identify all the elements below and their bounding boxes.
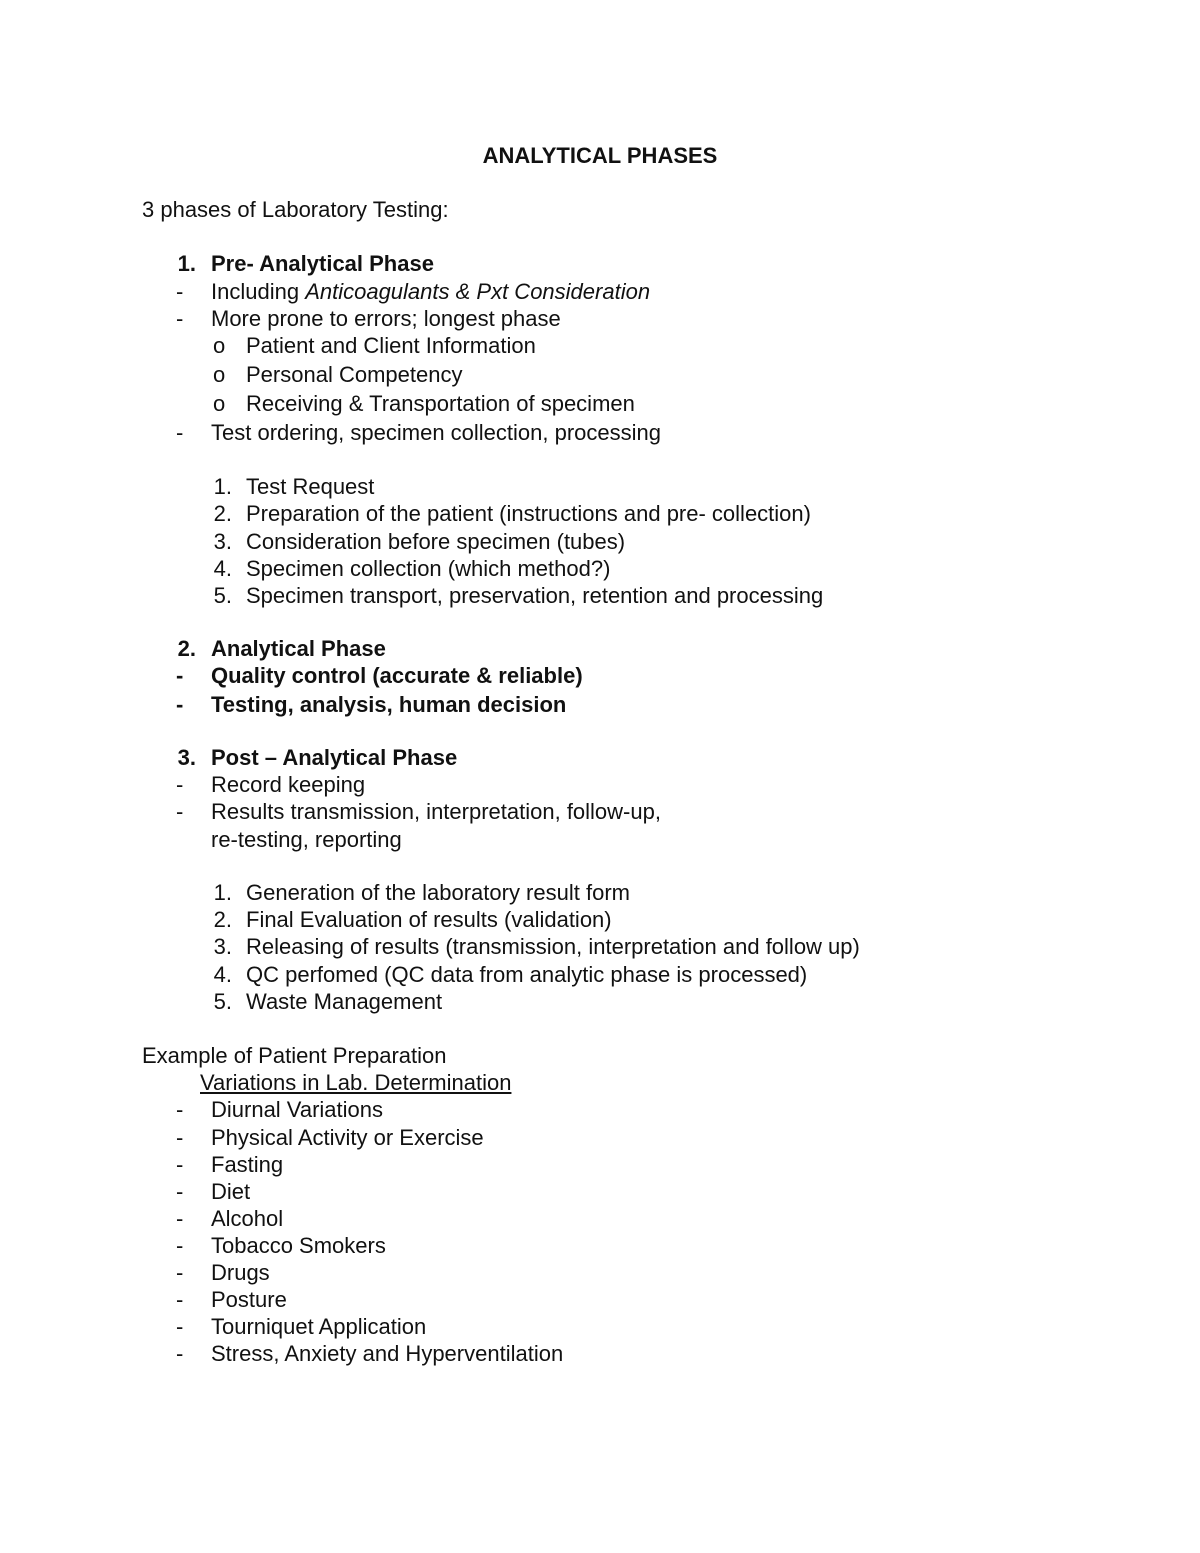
- bullet-dash: -: [176, 799, 184, 824]
- bullet-dash: -: [176, 306, 184, 331]
- phase3-step: Waste Management: [246, 989, 443, 1014]
- phase1-bullet-1-italic: Anticoagulants & Pxt Consideration: [305, 279, 651, 304]
- phase3-step: Final Evaluation of results (validation): [246, 907, 612, 932]
- phase3-bullet-1: Record keeping: [211, 772, 366, 797]
- intro-text: 3 phases of Laboratory Testing:: [142, 197, 449, 222]
- step-number: 2.: [213, 501, 232, 526]
- bullet-dash: -: [176, 1152, 184, 1177]
- phase1-step: Specimen collection (which method?): [246, 556, 611, 581]
- bullet-dash: -: [176, 1314, 184, 1339]
- step-number: 4.: [213, 556, 232, 581]
- phase1-step: Test Request: [246, 474, 375, 499]
- phase1-bullet-1: [211, 279, 650, 305]
- example-item: Stress, Anxiety and Hyperventilation: [211, 1341, 564, 1366]
- phase3-bullet-2-line2: re-testing, reporting: [211, 827, 402, 852]
- sub-bullet: o: [213, 391, 226, 416]
- step-number: 5.: [213, 583, 232, 608]
- step-number: 3.: [213, 934, 232, 959]
- phase3-bullet-2-line1: Results transmission, interpretation, follow-up,: [211, 799, 661, 824]
- step-number: 1.: [213, 880, 232, 905]
- step-number: 5.: [213, 989, 232, 1014]
- phase1-subitem: Receiving & Transportation of specimen: [246, 391, 635, 416]
- phase2-bullet-2: Testing, analysis, human decision: [211, 692, 567, 717]
- phase2-number: 2.: [177, 636, 196, 661]
- bullet-dash: -: [176, 772, 184, 797]
- phase3-step: QC perfomed (QC data from analytic phase is processed): [246, 962, 808, 987]
- bullet-dash: -: [176, 1341, 184, 1366]
- example-item: Diet: [211, 1179, 251, 1204]
- example-item: Tourniquet Application: [211, 1314, 427, 1339]
- phase1-bullet-2: More prone to errors; longest phase: [211, 306, 561, 331]
- bullet-dash: -: [176, 692, 184, 717]
- bullet-dash: -: [176, 1125, 184, 1150]
- bullet-dash: -: [176, 1233, 184, 1258]
- example-heading: Example of Patient Preparation: [142, 1043, 447, 1068]
- bullet-dash: -: [176, 279, 184, 304]
- phase1-bullet-3: Test ordering, specimen collection, processing: [211, 420, 662, 445]
- phase3-step: Releasing of results (transmission, interpretation and follow up): [246, 934, 860, 959]
- phase3-heading: Post – Analytical Phase: [211, 745, 458, 770]
- phase1-subitem: Patient and Client Information: [246, 333, 536, 358]
- sub-bullet: o: [213, 362, 226, 387]
- bullet-dash: -: [176, 1206, 184, 1231]
- phase3-number: 3.: [177, 745, 196, 770]
- phase2-bullet-1: Quality control (accurate & reliable): [211, 663, 583, 688]
- step-number: 3.: [213, 529, 232, 554]
- phase3-step: Generation of the laboratory result form: [246, 880, 630, 905]
- phase1-step: Consideration before specimen (tubes): [246, 529, 626, 554]
- bullet-dash: -: [176, 663, 184, 688]
- bullet-dash: -: [176, 1179, 184, 1204]
- example-item: Alcohol: [211, 1206, 284, 1231]
- step-number: 4.: [213, 962, 232, 987]
- step-number: 1.: [213, 474, 232, 499]
- example-subheading: Variations in Lab. Determination: [200, 1070, 512, 1095]
- phase2-heading: Analytical Phase: [211, 636, 386, 661]
- example-item: Drugs: [211, 1260, 270, 1285]
- example-item: Physical Activity or Exercise: [211, 1125, 484, 1150]
- page-title: ANALYTICAL PHASES: [482, 143, 718, 168]
- bullet-dash: -: [176, 1287, 184, 1312]
- phase1-heading: Pre- Analytical Phase: [211, 251, 434, 276]
- example-item: Posture: [211, 1287, 287, 1312]
- phase1-subitem: Personal Competency: [246, 362, 463, 387]
- step-number: 2.: [213, 907, 232, 932]
- phase1-step: Preparation of the patient (instructions and pre- collection): [246, 501, 811, 526]
- bullet-dash: -: [176, 1260, 184, 1285]
- example-item: Fasting: [211, 1152, 284, 1177]
- bullet-dash: -: [176, 420, 184, 445]
- sub-bullet: o: [213, 333, 226, 358]
- example-item: Diurnal Variations: [211, 1097, 384, 1122]
- bullet-dash: -: [176, 1097, 184, 1122]
- example-item: Tobacco Smokers: [211, 1233, 386, 1258]
- phase1-step: Specimen transport, preservation, retention and processing: [246, 583, 824, 608]
- phase1-number: 1.: [177, 251, 196, 276]
- phase1-bullet-1-prefix: Including: [211, 279, 306, 304]
